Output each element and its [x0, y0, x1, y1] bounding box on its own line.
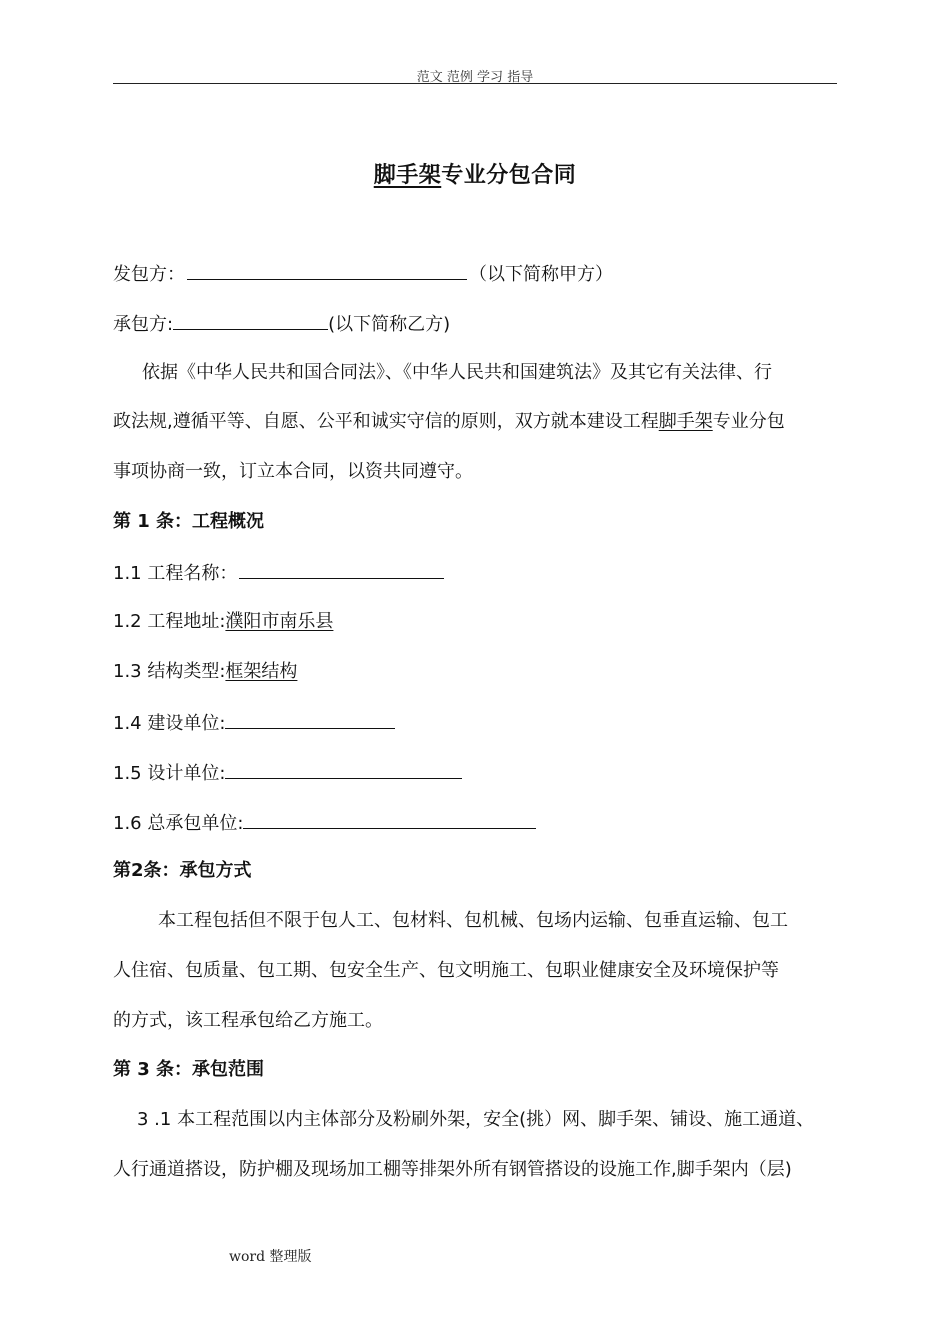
article-1-heading: 第 1 条：工程概况 [113, 511, 265, 532]
contractor-blank [173, 311, 328, 330]
item-1-2-label: 1.2 工程地址: [113, 611, 226, 632]
article-3-line-2: 人行通道搭设，防护棚及现场加工棚等排架外所有钢管搭设的设施工作,脚手架内（层) [113, 1159, 792, 1180]
employer-label: 发包方： [113, 264, 185, 285]
employer-note: （以下简称甲方） [469, 264, 613, 285]
article-2-line-2: 人住宿、包质量、包工期、包安全生产、包文明施工、包职业健康安全及环境保护等 [113, 960, 779, 981]
preamble-line-1: 依据《中华人民共和国合同法》、《中华人民共和国建筑法》及其它有关法律、行 [142, 362, 772, 383]
page-footer: word 整理版 [229, 1249, 312, 1265]
contractor-line [113, 311, 450, 337]
contractor-note: (以下简称乙方) [328, 314, 451, 335]
employer-blank [187, 261, 467, 280]
preamble-line-2-b: 专业分包 [712, 411, 785, 432]
article-2-line-3: 的方式，该工程承包给乙方施工。 [113, 1010, 383, 1031]
article-2-line-1: 本工程包括但不限于包人工、包材料、包机械、包场内运输、包垂直运输、包工 [158, 910, 788, 931]
preamble-line-2-a: 政法规,遵循平等、自愿、公平和诚实守信的原则，双方就本建设工程 [113, 411, 659, 432]
item-1-2 [113, 610, 333, 634]
general-contractor-blank [243, 810, 536, 829]
article-3-line-1: 3 .1 本工程范围以内主体部分及粉刷外架，安全(挑）网、脚手架、铺设、施工通道、 [137, 1109, 815, 1130]
item-1-3-label: 1.3 结构类型: [113, 661, 226, 682]
design-unit-blank [225, 760, 462, 779]
item-1-6-label: 1.6 总承包单位: [113, 813, 244, 834]
item-1-5-label: 1.5 设计单位: [113, 763, 226, 784]
document-title [0, 158, 950, 189]
preamble-line-3: 事项协商一致，订立本合同，以资共同遵守。 [113, 461, 473, 482]
project-address-value: 濮阳市南乐县 [225, 611, 334, 632]
article-3-heading: 第 3 条：承包范围 [113, 1059, 265, 1080]
item-1-3 [113, 660, 297, 684]
page-header: 范文 范例 学习 指导 [416, 70, 534, 85]
header-divider [113, 83, 837, 84]
employer-line [113, 261, 613, 287]
title-rest: 专业分包合同 [441, 163, 577, 188]
item-1-6 [113, 810, 536, 836]
item-1-1 [113, 560, 446, 586]
article-2-heading: 第2条：承包方式 [113, 860, 252, 881]
preamble-line-2 [113, 410, 785, 434]
project-name-blank [239, 560, 444, 579]
item-1-4 [113, 710, 395, 736]
title-underlined: 脚手架 [373, 163, 442, 188]
item-1-5 [113, 760, 462, 786]
owner-unit-blank [225, 710, 395, 729]
item-1-1-label: 1.1 工程名称： [113, 563, 238, 584]
structure-type-value: 框架结构 [225, 661, 298, 682]
preamble-scaffold-term: 脚手架 [658, 411, 713, 432]
contractor-label: 承包方: [113, 314, 174, 335]
item-1-4-label: 1.4 建设单位: [113, 713, 226, 734]
